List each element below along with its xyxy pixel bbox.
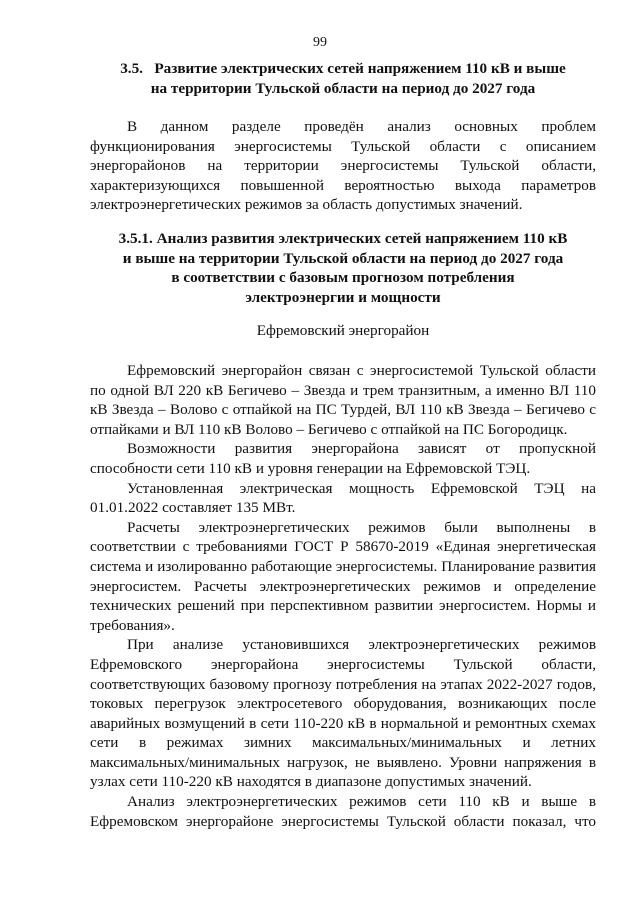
section-heading-3-5-1 [90, 229, 596, 307]
intro-paragraph: В данном разделе проведён анализ основных проблем функционирования энергосистемы Тульской области с описанием энергорайонов на территории энергосистемы Тульской области, характеризующихся повышенной вероятностью выхода параметров электроэнергетических режимов за область допустимых значений. [90, 118, 596, 214]
body-paragraph: Ефремовский энергорайон связан с энергосистемой Тульской области по одной ВЛ 220 кВ Бегичево – Звезда и трем транзитным, а именно ВЛ 110 кВ Звезда – Волово с отпайкой на ПС Турдей, ВЛ 110 кВ Звезда – Бегичево с отпайками и ВЛ 110 кВ Волово – Бегичево с отпайкой на ПС Богородицк. [90, 362, 596, 438]
body-paragraph: Возможности развития энергорайона зависят от пропускной способности сети 110 кВ и уровня генерации на Ефремовской ТЭЦ. [90, 440, 596, 477]
page-number: 99 [313, 35, 327, 50]
body-paragraph: Расчеты электроэнергетических режимов были выполнены в соответствии с требованиями ГОСТ Р 58670-2019 «Единая энергетическая система и изолированно работающие энергосистемы. Планирование развития энергосистем. Расчеты электроэнергетических режимов и определение технических решений при перспективном развитии энергосистем. Нормы и требования». [90, 518, 596, 634]
section-heading-line: 3.5.1. Анализ развития электрических сетей напряжением 110 кВ [118, 230, 568, 247]
subsection-title: Ефремовский энергорайон [256, 322, 430, 339]
intro-block [90, 117, 596, 215]
section-heading-3-5 [90, 59, 596, 98]
body-text [90, 361, 596, 831]
body-paragraph: Анализ электроэнергетических режимов сети 110 кВ и выше в Ефремовском энергорайоне энергосистемы Тульской области показал, что [90, 793, 596, 830]
section-heading-line: на территории Тульской области на период до 2027 года [150, 79, 536, 97]
section-heading-line: электроэнергии и мощности [245, 288, 441, 306]
body-paragraph: Установленная электрическая мощность Ефремовской ТЭЦ на 01.01.2022 составляет 135 МВт. [90, 479, 596, 517]
section-heading-line: 3.5. Развитие электрических сетей напряжением 110 кВ и выше [120, 60, 566, 77]
section-heading-line: в соответствии с базовым прогнозом потребления [171, 269, 515, 286]
section-heading-line: и выше на территории Тульской области на период до 2027 года [122, 249, 564, 267]
body-paragraph: При анализе установившихся электроэнергетических режимов Ефремовского энергорайона энергосистемы Тульской области, соответствующих базовому прогнозу потребления на этапах 2022-2027 годов, токовых перегрузок электросетевого оборудования, возникающих после аварийных возмущений в сети 110-220 кВ в нормальной и ремонтных схемах сети в режимах зимних максимальных/минимальных и летних максимальных/минимальных нагрузок, не выявлено. Уровни напряжения в узлах сети 110-220 кВ находятся в диапазоне допустимых значений. [90, 636, 596, 791]
